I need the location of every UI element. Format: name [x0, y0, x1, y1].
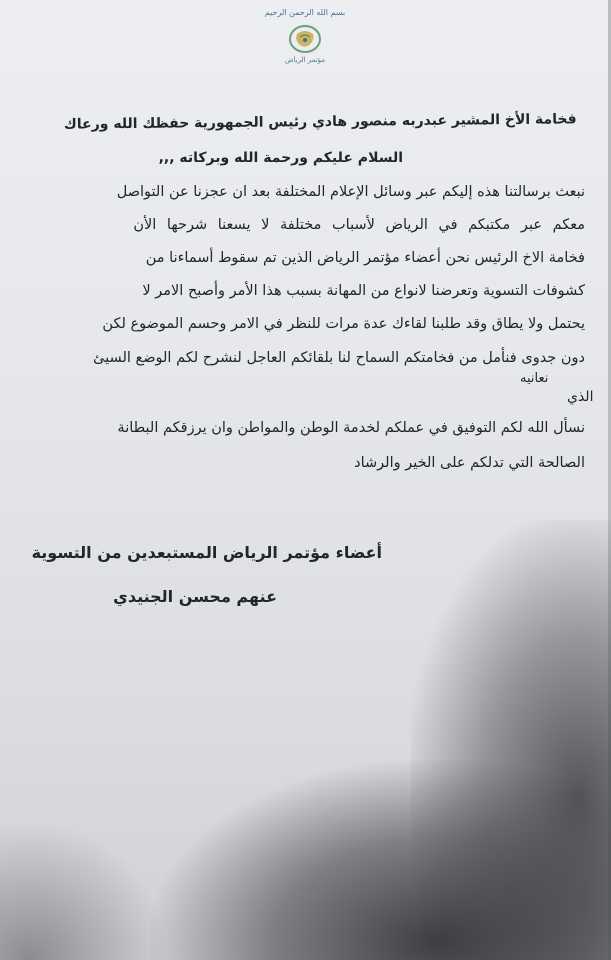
- body-line-4: كشوفات التسوية وتعرضنا لانواع من المهانة بسبب هذا الأمر وأصبح الامر لا: [142, 283, 585, 299]
- body-tail-upper: نعانيه: [520, 371, 549, 386]
- conference-logo-icon: [288, 24, 322, 54]
- body-line-5: يحتمل ولا يطاق وقد طلبنا لقاءك عدة مرات للنظر في الامر وحسم الموضوع لكن: [102, 316, 585, 332]
- body-line-3: فخامة الاخ الرئيس نحن أعضاء مؤتمر الرياض الذين تم سقوط أسماءنا من: [145, 250, 585, 266]
- body-line-6: دون جدوى فنأمل من فخامتكم السماح لنا بلقائكم العاجل لنشرح لكم الوضع السيئ: [93, 350, 585, 366]
- basmala: بسم الله الرحمن الرحيم: [264, 8, 346, 17]
- signature-name: عنهم محسن الجنيدي: [113, 587, 277, 606]
- closing-line-2: الصالحة التي تدلكم على الخير والرشاد: [354, 455, 585, 471]
- body-line-2: معكم عبر مكتبكم في الرياض لأسباب مختلفة لا يسعنا شرحها الأن: [133, 217, 585, 233]
- corner-shadow: [0, 820, 170, 960]
- salutation: فخامة الأخ المشير عبدربه منصور هادي رئيس الجمهورية حفظك الله ورعاك: [64, 111, 578, 133]
- closing-line-1: نسأل الله لكم التوفيق في عملكم لخدمة الوطن والمواطن وان يرزقكم البطانة: [117, 420, 585, 436]
- greeting: السلام عليكم ورحمة الله وبركاته ,,,: [158, 150, 403, 166]
- body-tail-lower: الذي: [567, 389, 594, 405]
- body-line-1: نبعث برسالتنا هذه إليكم عبر وسائل الإعلام المختلفة بعد ان عجزنا عن التواصل: [116, 184, 585, 200]
- org-name: مؤتمر الرياض: [285, 56, 325, 64]
- hand-shadow-bottom: [150, 760, 611, 960]
- letterhead: [230, 8, 380, 65]
- signature-group: أعضاء مؤتمر الرياض المستبعدين من التسوية: [31, 543, 382, 562]
